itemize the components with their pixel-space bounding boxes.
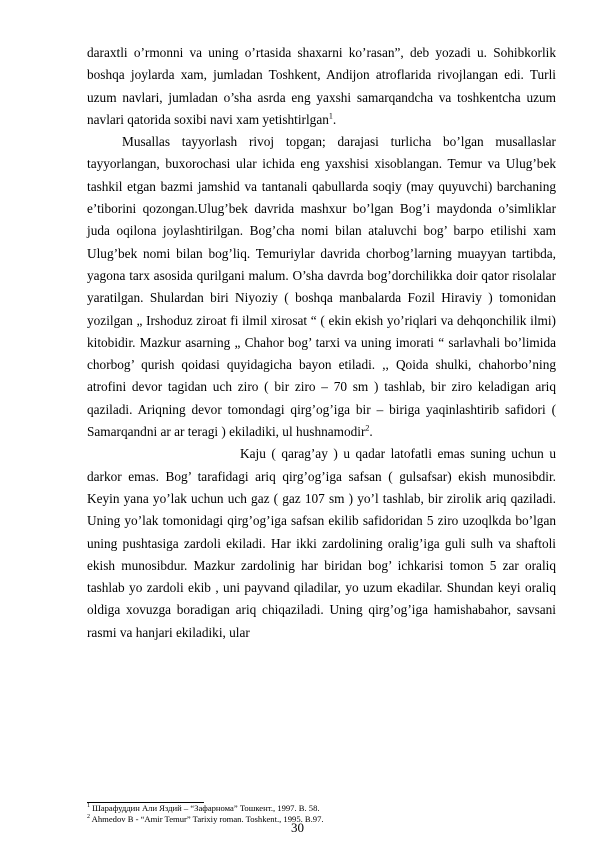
paragraph-2-end: . — [369, 424, 373, 440]
footnote-ref-1: 1 — [328, 111, 333, 121]
footnote-1-text: Шарафуддин Али Яздий – “Зафарнома” Тошкент., 1997. B. 58. — [90, 803, 320, 813]
footnote-1 — [87, 803, 556, 814]
paragraph-2-text: Musallas tayyorlash rivoj topgan; darajasi turlicha bo’lgan musallaslar tayyorlangan, buxorochasi ular ichida eng yaxshisi xisoblangan. Temur va Ulug’bek tashkil etgan bazmi jamshid va tantanali qabullarda soqiy (may quyuvchi) barchaning e’tiborini qozongan.Ulug’bek davrida mashxur bo’lgan Bog’i maydonda o’simliklar juda oqilona joylashtirilgan. Bog’cha nomi bilan ataluvchi bog’ barpo etilishi xam Ulug’bek nomi bilan bog’liq. Temuriylar davrida chorbog’larning muayyan tartibda, yagona tarx asosida qurilgani malum. O’sha davrda bog’dorchilikka doir qator risolalar yaratilgan. Shulardan biri Niyoziy ( boshqa manbalarda Fozil Hiraviy ) tomonidan yozilgan „ Irshoduz ziroat fi ilmil xirosat “ ( ekin ekish yo’riqlari va dehqonchilik ilmi) kitobidir. Mazkur asarning „ Chahor bog’ tarxi va uning imorati “ sarlavhali bo’limida chorbog’ qurish qoidasi quyidagicha bayon etiladi. ,, Qoida shulki, chahorbo’ning atrofini devor tagidan uch ziro ( bir ziro – 70 sm ) tashlab, bir ziro keladigan ariq qaziladi. Ariqning devor tomondagi qirg’og’iga bir – biriga yaqinlashtirib safidori ( Samarqandni ar ar teragi ) ekiladiki, ul hushnamodir — [87, 134, 556, 440]
paragraph-1-end: . — [332, 111, 337, 127]
body-text — [87, 42, 556, 644]
footnote-1-number: 1 — [87, 803, 90, 810]
paragraph-2 — [87, 131, 556, 443]
footnote-ref-2: 2 — [365, 423, 370, 433]
page-number: 30 — [291, 820, 304, 835]
paragraph-1-text: daraxtli o’rmonni va uning o’rtasida shaxarni ko’rasan”, deb yozadi u. Sohibkorlik boshqa joylarda xam, jumladan Toshkent, Andijon atroflarida rivojlangan edi. Turli uzum navlari, jumladan o’sha asrda eng yaxshi samarqandcha va toshkentcha uzum navlari qatorida soxibi navi xam yetishtirlgan — [87, 45, 556, 127]
footnote-2-number: 2 — [87, 814, 90, 821]
footnote-2-text: Ahmedov B - “Amir Temur” Tarixiy roman. Toshkent., 1995. B.97. — [90, 814, 324, 824]
paragraph-1 — [87, 42, 556, 131]
paragraph-3: Kaju ( qarag’ay ) u qadar latofatli emas suning uchun u darkor emas. Bog’ tarafidagi ariq qirg’og’iga safsan ( gulsafsar) ekish munosibdir. Keyin yana yo’lak uchun uch gaz ( gaz 107 sm ) yo’l tashlab, bir zirolik ariq qaziladi. Uning yo’lak tomonidagi qirg’og’iga safsan ekilib safidoridan 5 ziro uzoqlkda bo’lgan uning pushtasiga zardoli ekiladi. Har ikki zardolining oralig’iga guli sulh va shaftoli ekish munosibdur. Mazkur zardolinig har biridan bog’ ichkarisi tomon 5 zar oraliq tashlab yo zardoli ekib , uni payvand qiladilar, yo uzum ekadilar. Shundan keyi oraliq oldiga xovuzga boradigan ariq chiqaziladi. Uning qirg’og’iga hamishabahor, savsani rasmi va hanjari ekiladiki, ular — [87, 446, 556, 640]
